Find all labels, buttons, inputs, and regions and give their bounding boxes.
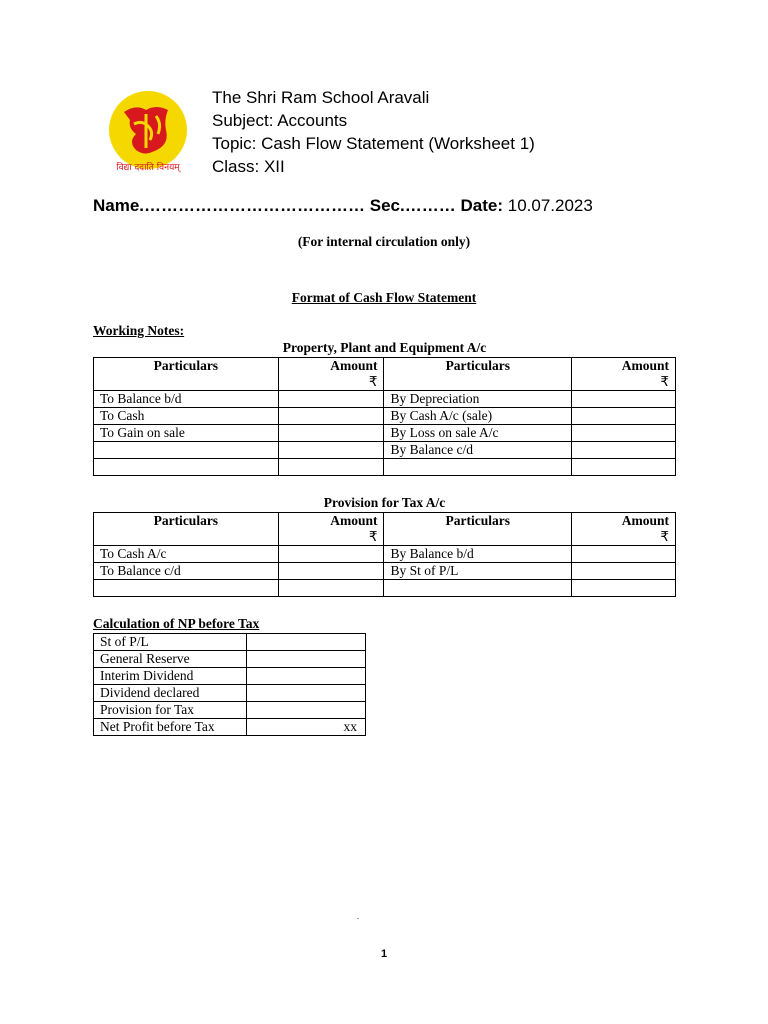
table-cell (246, 685, 366, 702)
table-cell: Interim Dividend (94, 668, 247, 685)
table-row (94, 668, 366, 685)
table-cell (572, 408, 676, 425)
table-cell (278, 442, 384, 459)
table-cell: Provision for Tax (94, 702, 247, 719)
np-calculation-table (93, 633, 366, 736)
school-logo (106, 90, 190, 174)
table-cell (278, 425, 384, 442)
table-row (94, 634, 366, 651)
table-header-row (94, 513, 676, 546)
table-row (94, 719, 366, 736)
table-row (94, 546, 676, 563)
table-row (94, 685, 366, 702)
student-info-line (93, 196, 593, 216)
table-cell (278, 459, 384, 476)
ppe-account-table (93, 357, 676, 476)
table-row (94, 391, 676, 408)
rupee-symbol: ₹ (368, 374, 378, 389)
table-row (94, 442, 676, 459)
working-notes-heading: Working Notes: (93, 323, 185, 338)
table-cell: By St of P/L (384, 563, 572, 580)
table-cell (94, 580, 279, 597)
tax-account-title: Provision for Tax A/c (323, 495, 446, 510)
table-cell: To Cash (94, 408, 279, 425)
table-row (94, 459, 676, 476)
table-cell: To Balance b/d (94, 391, 279, 408)
np-calculation-title: Calculation of NP before Tax (93, 616, 260, 631)
table-cell (278, 563, 384, 580)
table-cell (572, 546, 676, 563)
table-cell: By Cash A/c (sale) (384, 408, 572, 425)
table-row (94, 651, 366, 668)
table-cell (384, 459, 572, 476)
table-cell (246, 702, 366, 719)
topic-line: Topic: Cash Flow Statement (Worksheet 1) (212, 134, 535, 153)
table-cell: To Balance c/d (94, 563, 279, 580)
table-cell: By Balance c/d (384, 442, 572, 459)
table-cell: To Gain on sale (94, 425, 279, 442)
table-cell: To Cash A/c (94, 546, 279, 563)
table-cell: Dividend declared (94, 685, 247, 702)
class-line: Class: XII (212, 157, 285, 176)
rupee-symbol: ₹ (660, 374, 669, 389)
school-header (212, 86, 535, 178)
date-value: 10.07.2023 (507, 196, 593, 215)
table-cell: General Reserve (94, 651, 247, 668)
table-cell (246, 634, 366, 651)
table-cell (384, 580, 572, 597)
subject-line: Subject: Accounts (212, 111, 348, 130)
amount-header: Amount ₹ (278, 513, 384, 546)
name-field: Name.………………………………… (93, 196, 366, 215)
amount-header: Amount ₹ (278, 358, 384, 391)
table-cell (94, 442, 279, 459)
table-cell (572, 580, 676, 597)
logo-motto: विद्या ददाति विनयम् (116, 163, 180, 173)
amount-header: Amount ₹ (572, 513, 676, 546)
table-cell (278, 391, 384, 408)
table-cell: By Loss on sale A/c (384, 425, 572, 442)
particulars-header: Particulars (384, 358, 572, 391)
table-cell (94, 459, 279, 476)
table-header-row (94, 358, 676, 391)
table-cell (572, 425, 676, 442)
table-cell: Net Profit before Tax (94, 719, 247, 736)
table-cell (572, 459, 676, 476)
table-cell: By Depreciation (384, 391, 572, 408)
table-cell (278, 546, 384, 563)
table-row (94, 702, 366, 719)
table-row (94, 563, 676, 580)
table-cell (246, 668, 366, 685)
table-cell (572, 563, 676, 580)
particulars-header: Particulars (94, 358, 279, 391)
format-title: Format of Cash Flow Statement (291, 290, 477, 305)
table-cell (278, 580, 384, 597)
table-row (94, 408, 676, 425)
table-row (94, 425, 676, 442)
internal-circulation-note: (For internal circulation only) (297, 234, 471, 249)
table-cell: St of P/L (94, 634, 247, 651)
page-number: 1 (380, 948, 388, 960)
rupee-symbol: ₹ (368, 529, 378, 544)
table-cell: xx (246, 719, 366, 736)
particulars-header: Particulars (94, 513, 279, 546)
date-label: Date: (460, 196, 503, 215)
rupee-symbol: ₹ (660, 529, 669, 544)
stray-mark: . (357, 912, 359, 921)
table-cell (246, 651, 366, 668)
school-name: The Shri Ram School Aravali (212, 88, 430, 107)
table-cell (278, 408, 384, 425)
particulars-header: Particulars (384, 513, 572, 546)
table-row (94, 580, 676, 597)
table-cell (572, 391, 676, 408)
table-cell (572, 442, 676, 459)
tax-account-table (93, 512, 676, 597)
section-field: Sec.……… (369, 196, 456, 215)
ppe-account-title: Property, Plant and Equipment A/c (282, 340, 487, 355)
amount-header: Amount ₹ (572, 358, 676, 391)
table-cell: By Balance b/d (384, 546, 572, 563)
